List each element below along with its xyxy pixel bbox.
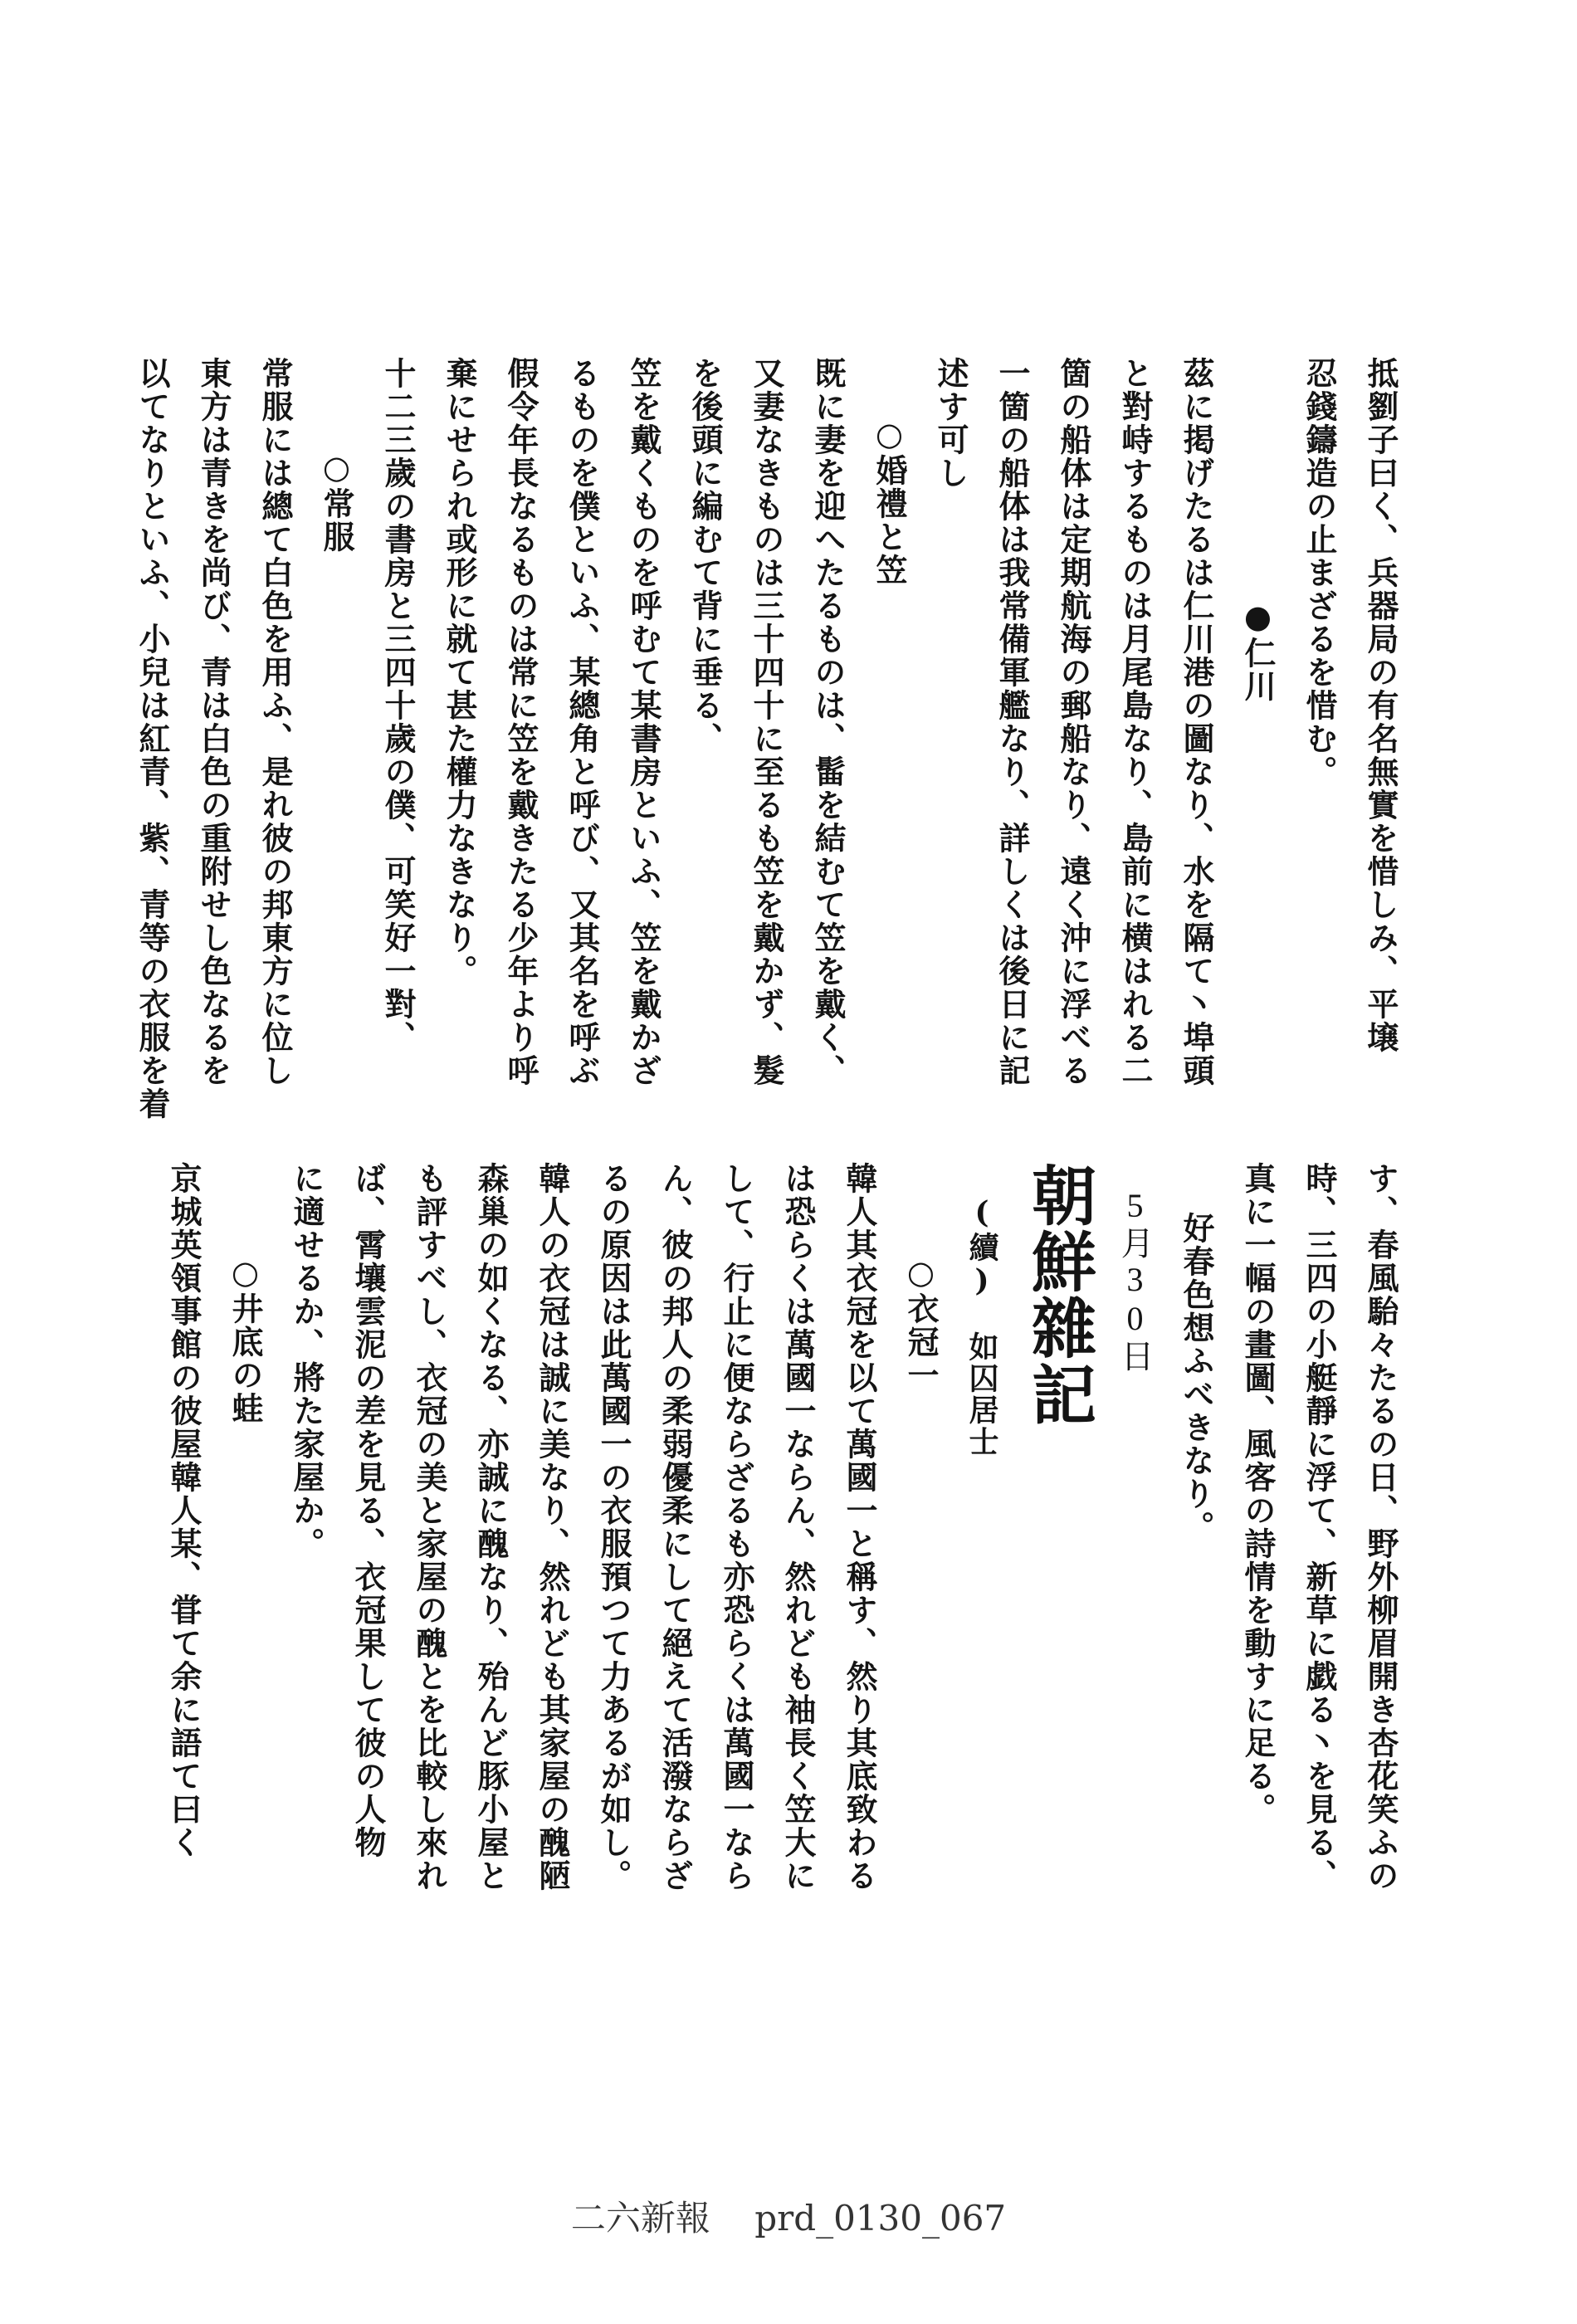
text-column: 韓人其衣冠を以て萬國一と稱す、然り其底致わる	[841, 1162, 878, 1892]
text-column: を後頭に編むて背に垂る、	[686, 357, 724, 755]
text-column: 以てなりといふ、小兒は紅青、紫、青等の衣服を着	[134, 357, 171, 1120]
text-column: 假令年長なるものは常に笠を戴きたる少年より呼	[502, 357, 540, 1087]
text-column: 真に一幅の畫圖、風客の詩情を動すに足る。	[1239, 1162, 1277, 1826]
text-column: す、春風駘々たるの日、野外柳眉開き杏花笑ふの	[1362, 1162, 1399, 1892]
text-column: ば、霄壤雲泥の差を見る、衣冠果して彼の人物	[349, 1162, 387, 1859]
text-column: 忍錢鑄造の止まざるを惜む。	[1301, 357, 1338, 788]
text-column: 森巢の如くなる、亦誠に醜なり、殆んど豚小屋と	[472, 1162, 510, 1892]
text-column: 茲に掲げたるは仁川港の圖なり、水を隔て丶埠頭	[1178, 357, 1215, 1087]
text-column: 韓人の衣冠は誠に美なり、然れども其家屋の醜陋	[534, 1162, 571, 1892]
text-column: 棄にせられ或形に就て甚た權力なきなり。	[441, 357, 478, 988]
text-column: 笠を戴くものを呼むて某書房といふ、笠を戴かざ	[625, 357, 662, 1087]
page-footer	[0, 2191, 1577, 2241]
text-column: ○婚禮と笠	[871, 415, 908, 587]
text-column: 時、三四の小艇靜に浮て、新草に戯る丶を見る、	[1301, 1162, 1338, 1892]
text-column: 箇の船体は定期航海の郵船なり、遠く沖に浮べる	[1055, 357, 1092, 1087]
text-column: 述す可し	[932, 357, 969, 490]
text-column: 好春色想ふべきなり。	[1178, 1212, 1215, 1544]
text-column: は恐らくは萬國一ならん、然れども袖長く笠大に	[779, 1162, 817, 1892]
text-column: 東方は青きを尚び、青は白色の重附せし色なるを	[195, 357, 232, 1087]
text-column: ん、彼の邦人の柔弱優柔にして絕えて活潑ならざ	[657, 1162, 694, 1892]
text-column: ○常服	[318, 448, 355, 554]
text-column: 一箇の船体は我常備軍艦なり、詳しくは後日に記	[994, 357, 1031, 1087]
text-column: ○衣冠一	[902, 1253, 940, 1392]
text-column: 又妻なきものは三十四十に至るも笠を戴かず、髮	[748, 357, 785, 1087]
text-column: 抵劉子曰く、兵器局の有名無實を惜しみ、平壌	[1362, 357, 1399, 1054]
article-title: 朝鮮雜記	[1021, 1162, 1096, 1428]
text-column: 常服には總て白色を用ふ、是れ彼の邦東方に位し	[256, 357, 294, 1087]
text-column: るものを僕といふ、某總角と呼び、又其名を呼ぶ	[564, 357, 601, 1087]
article-date: 5月30日	[1116, 1187, 1154, 1374]
article-byline: (續) 如囚居士	[964, 1195, 999, 1457]
text-column: に適せるか、將た家屋か。	[288, 1162, 325, 1560]
text-column: ○井底の蛙	[227, 1253, 264, 1425]
lower-right-text-block	[153, 1162, 1411, 2042]
text-column: 十二三歲の書房と三四十歲の僕、可笑好一對、	[379, 357, 417, 1054]
text-column: と對峙するものは月尾島なり、島前に横はれる二	[1116, 357, 1154, 1087]
footer-source: 二六新報	[570, 2198, 710, 2239]
text-column: るの原因は此萬國一の衣服預つて力あるが如し。	[595, 1162, 632, 1892]
footer-page-id: prd_0130_067	[754, 2198, 1007, 2239]
text-column: して、行止に便ならざるも亦恐らくは萬國一なら	[718, 1162, 755, 1892]
top-text-block	[121, 357, 1411, 1170]
text-column: 京城英領事館の彼屋韓人某、甞て余に語て曰く	[165, 1162, 203, 1859]
text-column: も評すべし、衣冠の美と家屋の醜とを比較し來れ	[411, 1162, 448, 1892]
text-column: ●仁川	[1239, 598, 1277, 703]
text-column: 既に妻を迎へたるものは、髷を結むて笠を戴く、	[809, 357, 847, 1087]
